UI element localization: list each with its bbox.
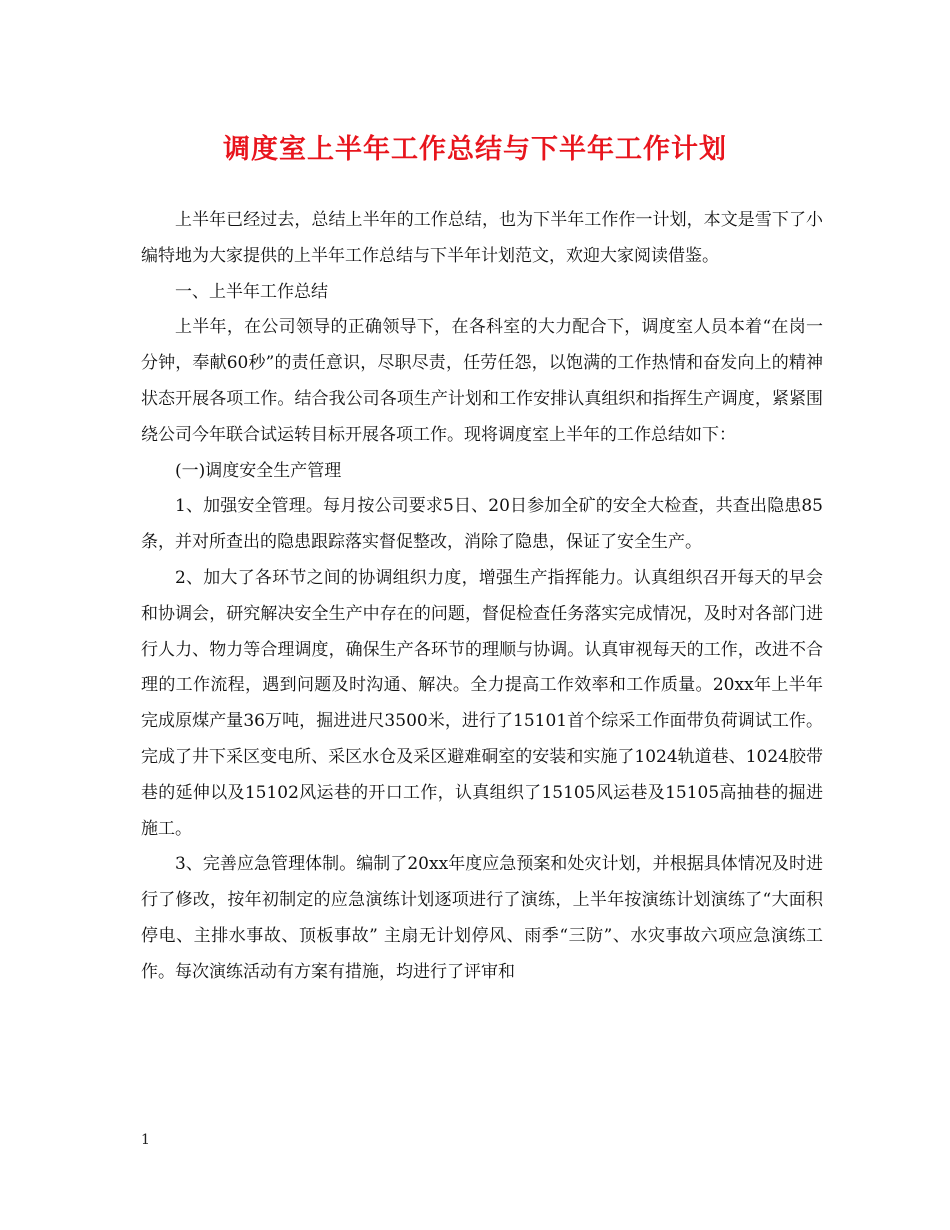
paragraph-item-2: 2、加大了各环节之间的协调组织力度，增强生产指挥能力。认真组织召开每天的早会和协调会，研究解决安全生产中存在的问题，督促检查任务落实完成情况，及时对各部门进行人力、物力等合理调度，确保生产各环节的理顺与协调。认真审视每天的工作，改进不合理的工作流程，遇到问题及时沟通、解决。全力提高工作效率和工作质量。20xx年上半年完成原煤产量36万吨，掘进进尺3500米，进行了15101首个综采工作面带负荷调试工作。完成了井下采区变电所、采区水仓及采区避难硐室的安装和实施了1024轨道巷、1024胶带巷的延伸以及15102风运巷的开口工作，认真组织了15105风运巷及15105高抽巷的掘进施工。 (141, 567, 823, 839)
document-body (141, 203, 823, 991)
paragraph-item-1: 1、加强安全管理。每月按公司要求5日、20日参加全矿的安全大检查，共查出隐患85条，并对所查出的隐患跟踪落实督促整改，消除了隐患，保证了安全生产。 (141, 496, 823, 553)
document-title: 调度室上半年工作总结与下半年工作计划 (223, 134, 727, 165)
paragraph-intro: 上半年已经过去，总结上半年的工作总结，也为下半年工作作一计划，本文是雪下了小编特地为大家提供的上半年工作总结与下半年计划范文，欢迎大家阅读借鉴。 (141, 210, 823, 266)
paragraph-item-3: 3、完善应急管理体制。编制了20xx年度应急预案和处灾计划，并根据具体情况及时进行了修改，按年初制定的应急演练计划逐项进行了演练，上半年按演练计划演练了“大面积停电、主排水事故、顶板事故” 主扇无计划停风、雨季“三防”、水灾事故六项应急演练工作。每次演练活动有方案有措施，均进行了评审和 (141, 854, 823, 982)
subsection-heading-safety: (一)调度安全生产管理 (175, 460, 342, 481)
section-heading-summary: 一、上半年工作总结 (175, 281, 328, 302)
page-number: 1 (141, 1132, 150, 1148)
paragraph-overview: 上半年，在公司领导的正确领导下，在各科室的大力配合下，调度室人员本着“在岗一分钟，奉献60秒”的责任意识，尽职尽责，任劳任怨，以饱满的工作热情和奋发向上的精神状态开展各项工作。结合我公司各项生产计划和工作安排认真组织和指挥生产调度，紧紧围绕公司今年联合试运转目标开展各项工作。现将调度室上半年的工作总结如下： (141, 317, 823, 445)
